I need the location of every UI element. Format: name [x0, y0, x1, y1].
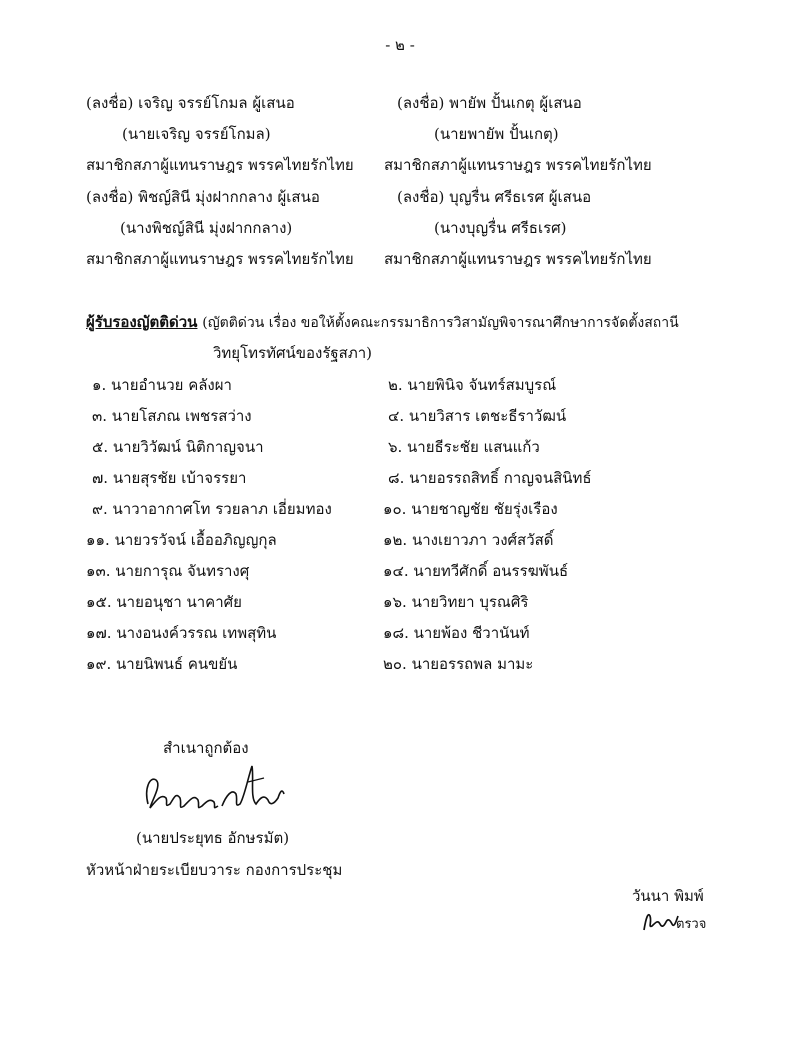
- endorser-item: ๑๓. นายการุณ จันทรางศุ: [86, 562, 250, 580]
- endorser-item: ๑๘. นายพ้อง ชีวานันท์: [383, 624, 530, 642]
- proposer-4-title: สมาชิกสภาผู้แทนราษฎร พรรคไทยรักไทย: [384, 250, 652, 268]
- endorser-item: ๘. นายอรรถสิทธิ์ กาญจนสินิทธ์: [388, 469, 592, 487]
- proposer-3-title: สมาชิกสภาผู้แทนราษฎร พรรคไทยรักไทย: [86, 250, 354, 268]
- endorser-item: ๓. นายโสภณ เพชรสว่าง: [92, 407, 252, 425]
- endorser-item: ๔. นายวิสาร เตชะธีราวัฒน์: [388, 407, 567, 425]
- checker-label: ตรวจ: [676, 917, 707, 932]
- endorser-item: ๑. นายอำนวย คลังผา: [92, 376, 232, 394]
- proposer-4-sign-line: (ลงชื่อ) บุญรื่น ศรีธเรศ ผู้เสนอ: [397, 188, 592, 206]
- certifier-title: หัวหน้าฝ่ายระเบียบวาระ กองการประชุม: [86, 861, 343, 879]
- endorser-item: ๙. นาวาอากาศโท รวยลาภ เอี่ยมทอง: [92, 500, 332, 518]
- page-number: - ๒ -: [385, 36, 415, 54]
- proposer-1-title: สมาชิกสภาผู้แทนราษฎร พรรคไทยรักไทย: [86, 156, 354, 174]
- endorser-item: ๑๒. นางเยาวภา วงศ์สวัสดิ์: [383, 531, 554, 549]
- endorser-item: ๒๐. นายอรรถพล มามะ: [383, 655, 534, 673]
- endorsers-heading-row: [86, 312, 679, 333]
- endorser-item: ๑๕. นายอนุชา นาคาศัย: [86, 593, 242, 611]
- proposer-1-name: (นายเจริญ จรรย์โกมล): [122, 125, 271, 143]
- proposer-4-name: (นางบุญรื่น ศรีธเรศ): [434, 219, 567, 237]
- checker-initials: [640, 908, 680, 936]
- endorser-item: ๑๙. นายนิพนธ์ คนขยัน: [86, 655, 238, 673]
- proposer-2-title: สมาชิกสภาผู้แทนราษฎร พรรคไทยรักไทย: [384, 156, 652, 174]
- endorser-item: ๑๖. นายวิทยา บุรณศิริ: [383, 593, 529, 611]
- endorser-item: ๒. นายพินิจ จันทร์สมบูรณ์: [388, 376, 557, 394]
- endorser-item: ๑๗. นางอนงค์วรรณ เทพสุทิน: [86, 624, 277, 642]
- certified-copy-label: สำเนาถูกต้อง: [163, 739, 249, 757]
- endorser-item: ๖. นายธีระชัย แสนแก้ว: [388, 438, 540, 456]
- typist-note: วันนา พิมพ์: [632, 887, 704, 905]
- proposer-3-name: (นางพิชญ์สินี มุ่งฝากกลาง): [120, 219, 293, 237]
- motion-subject-line-2: วิทยุโทรทัศน์ของรัฐสภา): [213, 344, 373, 362]
- endorser-item: ๑๑. นายวรวัจน์ เอื้ออภิญญกุล: [86, 531, 277, 549]
- proposer-3-sign-line: (ลงชื่อ) พิชญ์สินี มุ่งฝากกลาง ผู้เสนอ: [86, 188, 320, 206]
- endorser-item: ๑๐. นายชาญชัย ชัยรุ่งเรือง: [383, 500, 558, 518]
- endorsers-heading: ผู้รับรองญัตติด่วน: [86, 313, 198, 331]
- proposer-1-sign-line: (ลงชื่อ) เจริญ จรรย์โกมล ผู้เสนอ: [86, 94, 295, 112]
- motion-subject-line-1: (ญัตติด่วน เรื่อง ขอให้ตั้งคณะกรรมาธิการวิสามัญพิจารณาศึกษาการจัดตั้งสถานี: [202, 315, 679, 331]
- endorser-item: ๑๔. นายทวีศักดิ์ อนรรฆพันธ์: [383, 562, 569, 580]
- certifier-signature: [140, 758, 290, 818]
- proposer-2-sign-line: (ลงชื่อ) พายัพ ปั้นเกตุ ผู้เสนอ: [397, 94, 582, 112]
- endorser-item: ๕. นายวิวัฒน์ นิติกาญจนา: [92, 438, 264, 456]
- proposer-2-name: (นายพายัพ ปั้นเกตุ): [434, 125, 559, 143]
- endorser-item: ๗. นายสุรชัย เบ้าจรรยา: [92, 469, 247, 487]
- certifier-name: (นายประยุทธ อักษรมัต): [136, 829, 290, 847]
